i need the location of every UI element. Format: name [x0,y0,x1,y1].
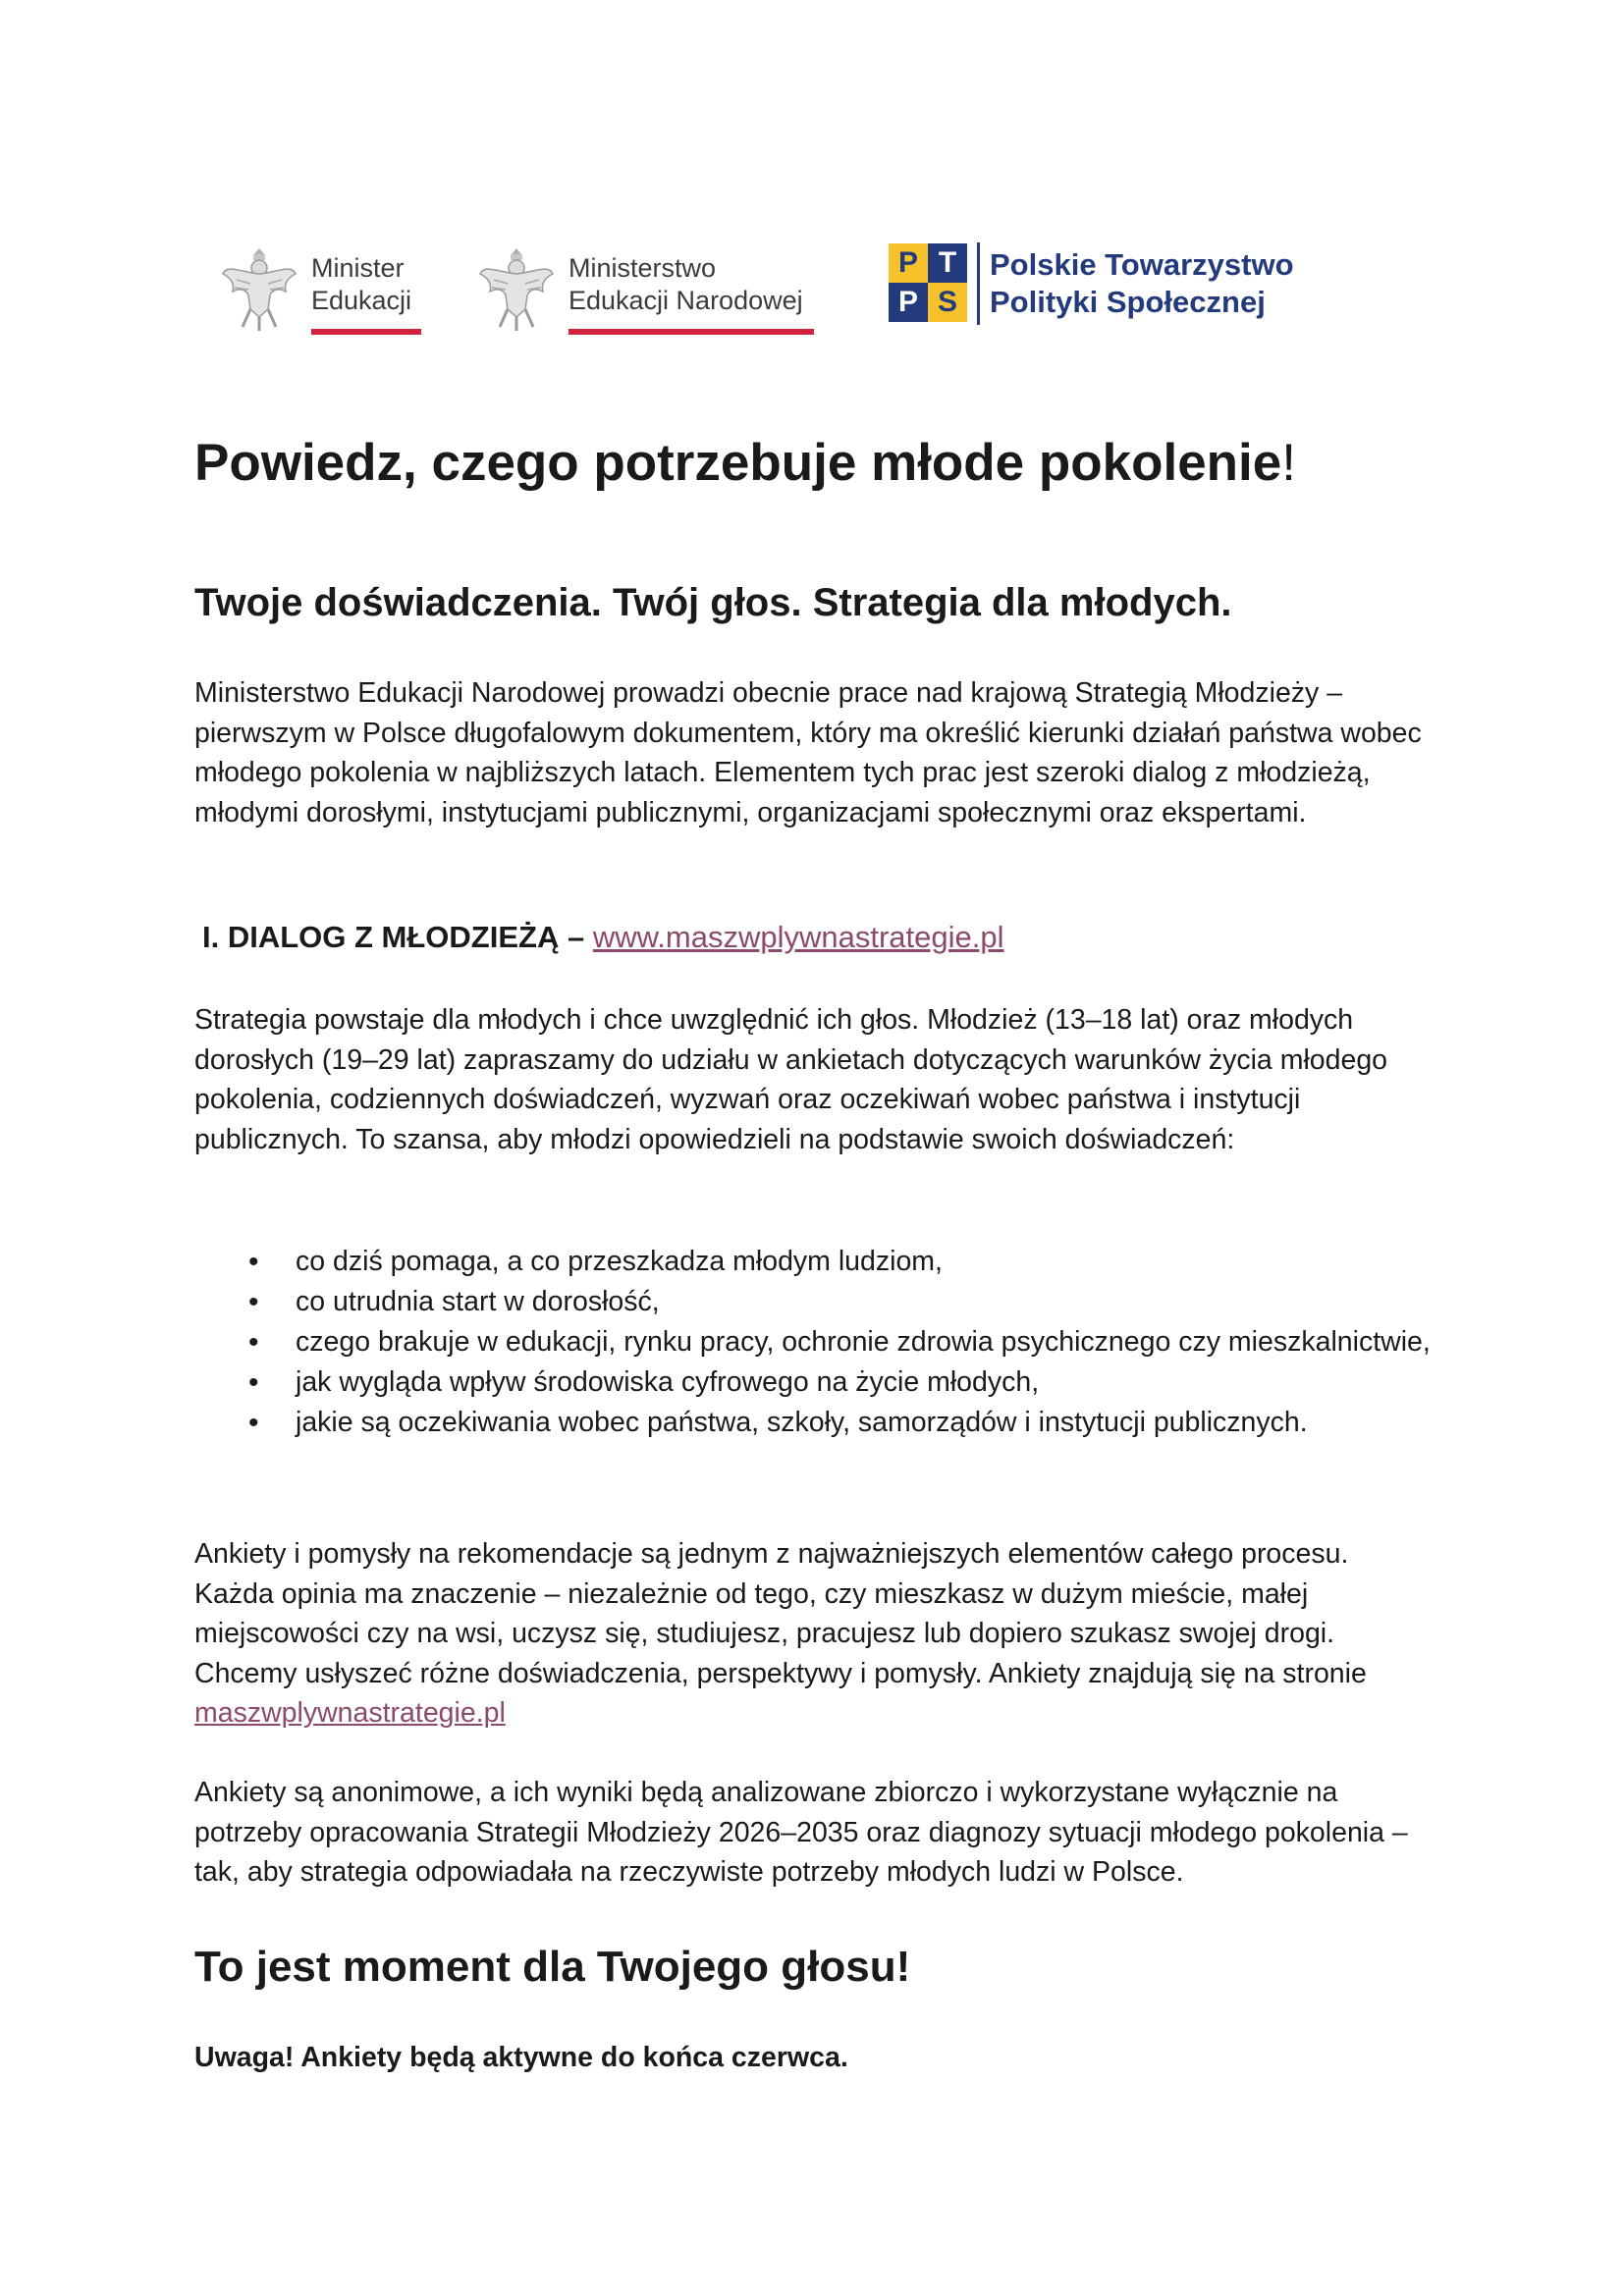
flag-stripe [568,329,814,335]
section-heading [202,918,1004,957]
section-heading-text: I. DIALOG Z MŁODZIEŻĄ – [202,920,585,954]
list-item: • co dziś pomaga, a co przeszkadza młodym ludziom, [194,1242,1434,1282]
ministerstwo-edukacji-text [568,252,803,317]
surveys-paragraph [194,1534,1434,1734]
subtitle: Twoje doświadczenia. Twój głos. Strategia dla młodych. [194,581,1232,624]
logo-bar [221,240,1399,348]
ptps-letter: P [889,243,928,283]
ministry-line2: Edukacji Narodowej [568,286,803,315]
deadline-note: Uwaga! Ankiety będą aktywne do końca czerwca. [194,2042,848,2073]
ministry-line1: Ministerstwo [568,253,717,283]
ptps-line1: Polskie Towarzystwo [990,247,1294,282]
ptps-line2: Polityki Społecznej [990,285,1266,319]
ptps-divider [977,242,980,325]
ptps-logo [889,240,1301,339]
list-item: • co utrudnia start w dorosłość, [194,1282,1434,1322]
topics-list [194,1242,1434,1443]
minister-edukacji-logo [221,240,422,339]
flag-stripe [311,329,421,335]
minister-line1: Minister [311,253,405,283]
page-title-text: Powiedz, czego potrzebuje młode pokolenie [194,434,1282,492]
surveys-paragraph-text: Ankiety i pomysły na rekomendacje są jednym z najważniejszych elementów całego procesu. Każda opinia ma znaczenie – niezależnie od tego, czy mieszkasz w dużym mieście, małej miejscowości czy na wsi, uczysz się, studiujesz, pracujesz lub dopiero szukasz swojej drogi. Chcemy usłyszeć różne doświadczenia, perspektywy i pomysły. Ankiety znajdują się na stronie [194,1538,1367,1689]
minister-line2: Edukacji [311,286,412,315]
minister-edukacji-text [311,252,411,317]
strategy-website-link[interactable]: www.maszwplywnastrategie.pl [592,920,1004,954]
intro-paragraph: Ministerstwo Edukacji Narodowej prowadzi obecnie prace nad krajową Strategią Młodzieży – pierwszym w Polsce długofalowym dokumentem, który ma określić kierunki działań państwa wobec młodego pokolenia w najbliższych latach. Elementem tych prac jest szeroki dialog z młodzieżą, młodymi dorosłymi, instytucjami publicznymi, organizacjami społecznymi oraz ekspertami. [194,677,1422,828]
ptps-letter-grid [889,243,967,322]
closing-heading: To jest moment dla Twojego głosu! [194,1943,911,1991]
eagle-emblem-icon [221,244,298,335]
list-item: • jakie są oczekiwania wobec państwa, szkoły, samorządów i instytucji publicznych. [194,1403,1434,1443]
dialog-paragraph: Strategia powstaje dla młodych i chce uwzględnić ich głos. Młodzież (13–18 lat) oraz młodych dorosłych (19–29 lat) zapraszamy do udziału w ankietach dotyczących warunków życia młodego pokolenia, codziennych doświadczeń, wyzwań oraz oczekiwań wobec państwa i instytucji publicznych. To szansa, aby młodzi opowiedzieli na podstawie swoich doświadczeń: [194,1004,1388,1155]
ptps-letter: S [928,283,967,322]
ministerstwo-edukacji-logo [478,240,817,339]
anonymity-paragraph: Ankiety są anonimowe, a ich wyniki będą analizowane zbiorczo i wykorzystane wyłącznie na potrzeby opracowania Strategii Młodzieży 2026–2035 oraz diagnozy sytuacji młodego pokolenia – tak, aby strategia odpowiadała na rzeczywiste potrzeby młodych ludzi w Polsce. [194,1777,1408,1888]
list-item: • jak wygląda wpływ środowiska cyfrowego na życie młodych, [194,1362,1434,1403]
page-title-mark: ! [1281,434,1296,492]
list-item: • czego brakuje w edukacji, rynku pracy, ochronie zdrowia psychicznego czy mieszkalnictwie, [194,1322,1434,1362]
ptps-letter: P [889,283,928,322]
page-title [194,432,1296,495]
survey-site-link[interactable]: maszwplywnastrategie.pl [194,1697,506,1729]
eagle-emblem-icon [478,244,555,335]
ptps-name [990,246,1294,321]
ptps-letter: T [928,243,967,283]
